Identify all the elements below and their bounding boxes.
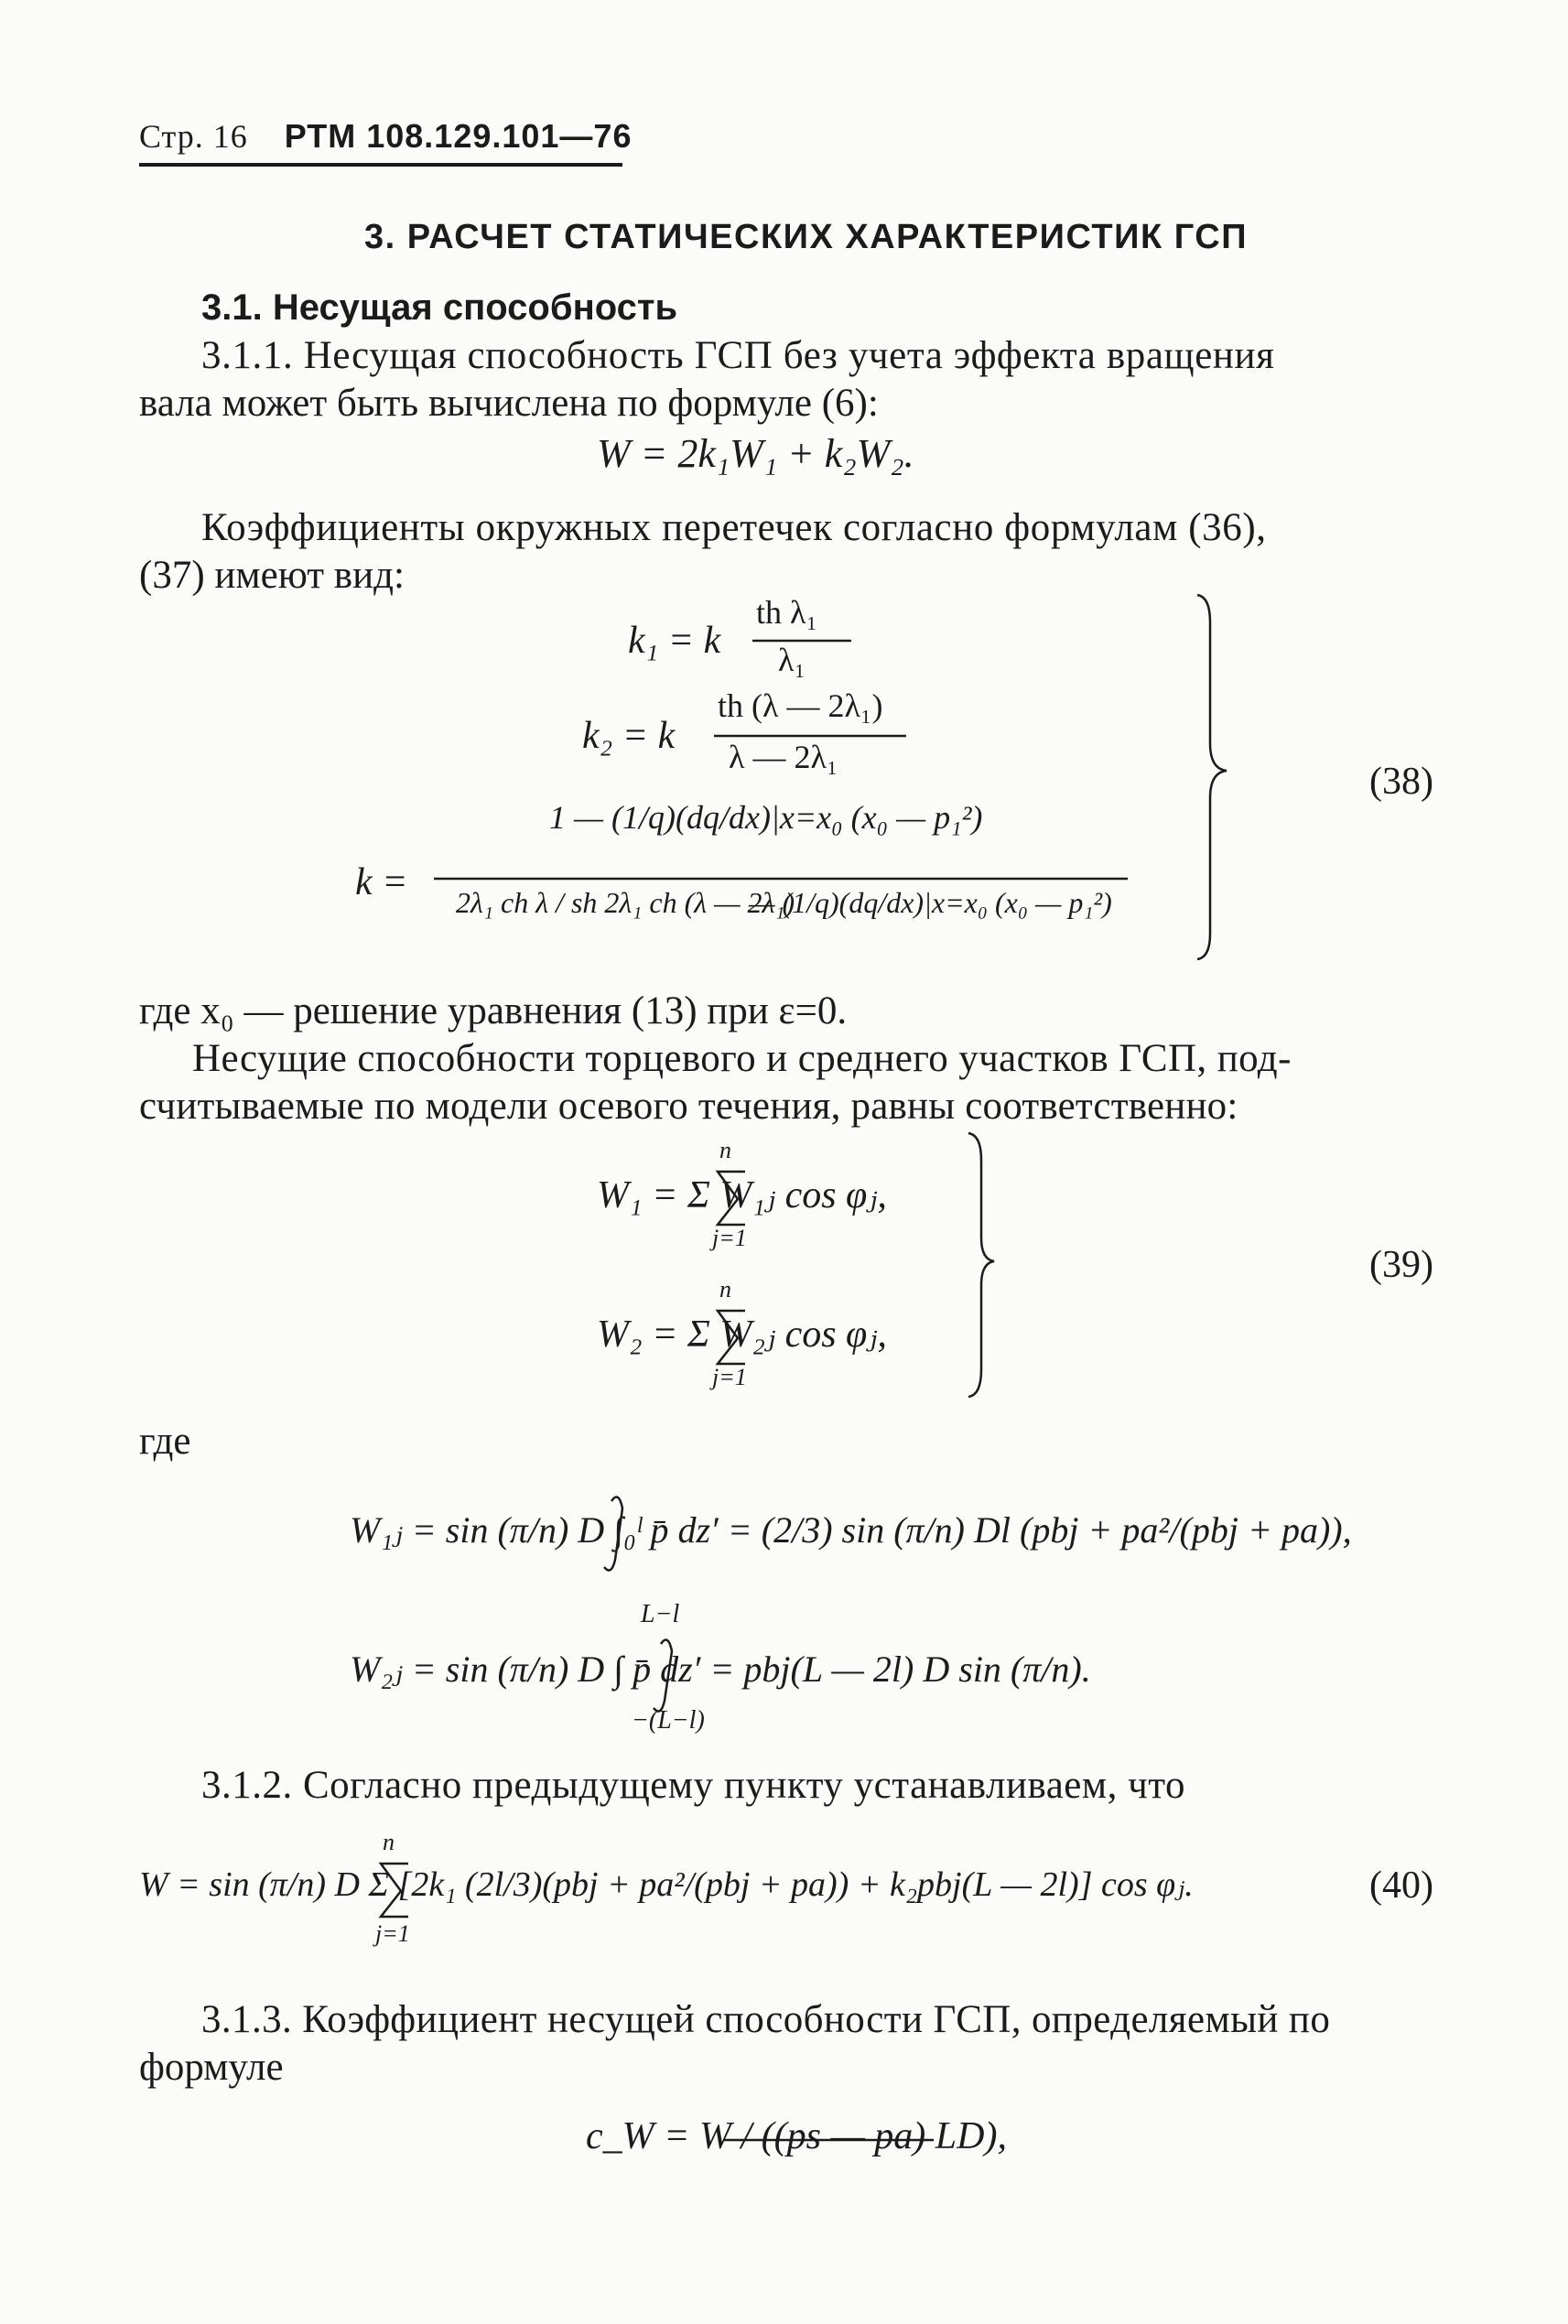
sum-upper-40: n — [383, 1829, 395, 1855]
summation-sign-2 — [718, 1311, 745, 1364]
integral-sign-1 — [604, 1497, 622, 1571]
formula-38-k2-denominator: λ — 2λ₁ — [729, 739, 838, 775]
formula-38-k-denominator-b: — (1/q)(dq/dx)|x=x₀ (x₀ — p₁²) — [749, 886, 1112, 919]
equation-number-39: (39) — [1369, 1244, 1433, 1286]
paragraph-3-1-2: 3.1.2. Согласно предыдущему пункту устанавливаем, что — [201, 1764, 1185, 1807]
page-number: Стр. 16 — [139, 118, 248, 155]
integral-sign-2 — [654, 1640, 672, 1712]
formula-6: W = 2k₁W₁ + k₂W₂. — [597, 431, 914, 476]
formula-39-w1: W₁ = Σ W₁ⱼ cos φⱼ, — [597, 1174, 887, 1216]
paragraph-3-1-3-line1: 3.1.3. Коэффициент несущей способности ГСП, определяемый по — [201, 1998, 1331, 2041]
subsection-title: 3.1. Несущая способность — [201, 287, 678, 328]
bearing-line1: Несущие способности торцевого и среднего участков ГСП, под- — [192, 1037, 1292, 1080]
bearing-line2: считываемые по модели осевого течения, равны соответственно: — [139, 1085, 1238, 1128]
coefficients-line1: Коэффициенты окружных перетечек согласно формулам (36), — [201, 506, 1267, 549]
formula-38-k1-numerator: th λ₁ — [756, 594, 818, 631]
formula-38-k-denominator-a: 2λ₁ ch λ / sh 2λ₁ ch (λ — 2λ₁) — [456, 886, 795, 919]
equation-number-38: (38) — [1369, 761, 1433, 803]
section-title: 3. РАСЧЕТ СТАТИЧЕСКИХ ХАРАКТЕРИСТИК ГСП — [364, 218, 1249, 256]
formula-39-w2: W₂ = Σ W₂ⱼ cos φⱼ, — [597, 1313, 887, 1356]
formula-38-k2-numerator: th (λ — 2λ₁) — [718, 687, 883, 724]
equation-number-40: (40) — [1369, 1865, 1433, 1907]
sum-lower-40: j=1 — [375, 1920, 410, 1947]
sum-lower-1: j=1 — [712, 1225, 747, 1251]
integral-lower-limit: −(L−l) — [632, 1706, 705, 1735]
sum-lower-2: j=1 — [712, 1364, 747, 1390]
summation-sign-40 — [381, 1864, 408, 1917]
formula-38-k1-denominator: λ₁ — [778, 642, 806, 678]
paragraph-3-1-1-line2: вала может быть вычислена по формуле (6): — [139, 382, 879, 425]
integral-upper-limit: L−l — [641, 1600, 680, 1628]
summation-sign-1 — [718, 1172, 745, 1225]
formula-38-k1-lhs: k₁ = k — [628, 620, 721, 662]
paragraph-3-1-1-line1: 3.1.1. Несущая способность ГСП без учета эффекта вращения — [201, 334, 1275, 377]
formula-w2j: W₂ⱼ = sin (π/n) D ∫ p̄ dz′ = pbj(L — 2l) D sin (π/n). — [350, 1648, 1091, 1690]
document-code: РТМ 108.129.101—76 — [284, 117, 633, 155]
formula-38-k2-lhs: k₂ = k — [582, 715, 676, 757]
formula-38-k-numerator: 1 — (1/q)(dq/dx)|x=x₀ (x₀ — p₁²) — [549, 799, 983, 836]
brace-38 — [1197, 595, 1227, 959]
formula-40: W = sin (π/n) D Σ [2k₁ (2l/3)(pbj + pa²/(pbj + pa)) + k₂pbj(L — 2l)] cos φⱼ. — [139, 1865, 1194, 1904]
brace-39 — [968, 1133, 994, 1397]
paragraph-3-1-3-line2: формуле — [139, 2046, 284, 2089]
where-label: где — [139, 1420, 191, 1463]
formula-cw: c_W = W / ((ps — pa) LD), — [586, 2115, 1007, 2157]
sum-upper-1: n — [719, 1137, 731, 1163]
formula-38-k-lhs: k = — [355, 861, 408, 903]
formula-w1j: W₁ⱼ = sin (π/n) D ∫₀ˡ p̄ dz′ = (2/3) sin (π/n) Dl (pbj + pa²/(pbj + pa)), — [350, 1509, 1352, 1551]
sum-upper-2: n — [719, 1276, 731, 1303]
where-x0-line: где x₀ — решение уравнения (13) при ε=0. — [139, 989, 848, 1032]
coefficients-line2: (37) имеют вид: — [139, 554, 405, 597]
